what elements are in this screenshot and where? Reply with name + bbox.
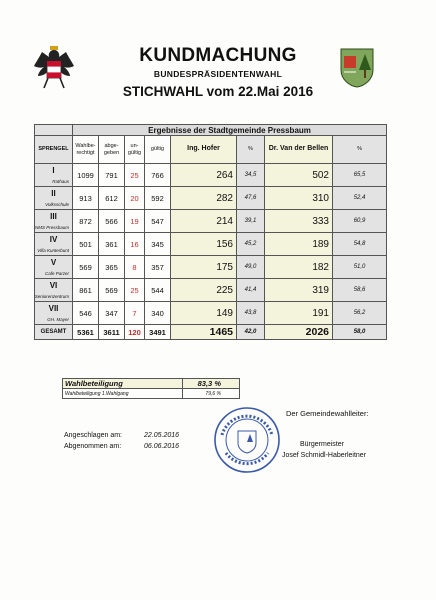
total-ungueltig: 120 bbox=[125, 325, 145, 340]
col-hofer: Ing. Hofer bbox=[171, 136, 237, 164]
turnout-table bbox=[62, 378, 240, 399]
table-row bbox=[35, 302, 387, 325]
total-gueltig: 3491 bbox=[145, 325, 171, 340]
sprengel-number: V bbox=[50, 258, 57, 267]
sprengel-number: II bbox=[51, 189, 56, 198]
cell-abgegeben: 612 bbox=[99, 187, 125, 210]
table-corner bbox=[35, 125, 73, 136]
cell-berechtigt: 501 bbox=[73, 233, 99, 256]
col-ungueltig: un-gültig bbox=[125, 136, 145, 164]
total-vdb: 2026 bbox=[265, 325, 333, 340]
cell-hofer-pct: 34,5 bbox=[237, 164, 265, 187]
cell-hofer: 156 bbox=[171, 233, 237, 256]
sprengel-number: VII bbox=[48, 304, 59, 313]
cell-ungueltig: 20 bbox=[125, 187, 145, 210]
table-row bbox=[35, 164, 387, 187]
cell-abgegeben: 566 bbox=[99, 210, 125, 233]
sprengel-number: VI bbox=[49, 281, 58, 290]
cell-vdb: 191 bbox=[265, 302, 333, 325]
sprengel-name: Rathaus bbox=[52, 179, 69, 184]
cell-ungueltig: 16 bbox=[125, 233, 145, 256]
sprengel-cell bbox=[35, 279, 73, 302]
cell-berechtigt: 861 bbox=[73, 279, 99, 302]
turnout-first-value: 79,6 % bbox=[183, 389, 240, 399]
col-vdb-pct: % bbox=[333, 136, 387, 164]
cell-berechtigt: 569 bbox=[73, 256, 99, 279]
removed-label: Abgenommen am: bbox=[64, 443, 122, 450]
total-hofer: 1465 bbox=[171, 325, 237, 340]
col-abgegeben: abge-geben bbox=[99, 136, 125, 164]
total-vdb-pct: 58,0 bbox=[333, 325, 387, 340]
total-berechtigt: 5361 bbox=[73, 325, 99, 340]
cell-vdb: 333 bbox=[265, 210, 333, 233]
col-vdb: Dr. Van der Bellen bbox=[265, 136, 333, 164]
col-wahlberechtigt: Wahlbe-rechtigt bbox=[73, 136, 99, 164]
cell-hofer-pct: 45,2 bbox=[237, 233, 265, 256]
sprengel-name: Cafe Parzer bbox=[44, 271, 69, 276]
table-row bbox=[35, 256, 387, 279]
sprengel-number: IV bbox=[49, 235, 58, 244]
sprengel-cell bbox=[35, 210, 73, 233]
table-row bbox=[35, 233, 387, 256]
table-row bbox=[35, 279, 387, 302]
sprengel-cell bbox=[35, 302, 73, 325]
posted-line bbox=[64, 432, 179, 439]
turnout-label: Wahlbeteiligung bbox=[63, 379, 183, 389]
sprengel-name: Villa Kunterbunt bbox=[37, 248, 69, 253]
cell-gueltig: 345 bbox=[145, 233, 171, 256]
cell-hofer-pct: 43,8 bbox=[237, 302, 265, 325]
cell-abgegeben: 569 bbox=[99, 279, 125, 302]
cell-ungueltig: 25 bbox=[125, 279, 145, 302]
cell-vdb: 182 bbox=[265, 256, 333, 279]
sprengel-name: Seniorenzentrum bbox=[34, 294, 69, 299]
cell-vdb-pct: 52,4 bbox=[333, 187, 387, 210]
sprengel-name: GH. Mayer bbox=[47, 317, 69, 322]
total-row bbox=[35, 325, 387, 340]
cell-berechtigt: 1099 bbox=[73, 164, 99, 187]
sprengel-name: NMS Pressbaum bbox=[35, 225, 70, 230]
sprengel-cell bbox=[35, 164, 73, 187]
sprengel-number: I bbox=[52, 166, 55, 175]
cell-hofer-pct: 47,6 bbox=[237, 187, 265, 210]
document-title: KUNDMACHUNG bbox=[139, 45, 297, 66]
cell-ungueltig: 8 bbox=[125, 256, 145, 279]
table-row bbox=[35, 210, 387, 233]
total-label: GESAMT bbox=[35, 325, 73, 340]
turnout-first-label: Wahlbeteiligung 1.Wahlgang bbox=[63, 389, 183, 399]
cell-ungueltig: 19 bbox=[125, 210, 145, 233]
cell-gueltig: 357 bbox=[145, 256, 171, 279]
turnout-value: 83,3 % bbox=[183, 379, 240, 389]
cell-hofer-pct: 49,0 bbox=[237, 256, 265, 279]
cell-vdb-pct: 54,8 bbox=[333, 233, 387, 256]
signer-role: Bürgermeister bbox=[300, 441, 344, 448]
cell-vdb-pct: 65,5 bbox=[333, 164, 387, 187]
removed-date: 06.06.2016 bbox=[144, 443, 180, 450]
cell-berechtigt: 872 bbox=[73, 210, 99, 233]
municipal-stamp-icon bbox=[212, 405, 282, 475]
cell-hofer: 149 bbox=[171, 302, 237, 325]
cell-abgegeben: 347 bbox=[99, 302, 125, 325]
cell-hofer: 282 bbox=[171, 187, 237, 210]
col-hofer-pct: % bbox=[237, 136, 265, 164]
posted-label: Angeschlagen am: bbox=[64, 432, 122, 439]
cell-gueltig: 544 bbox=[145, 279, 171, 302]
authority-label: Der Gemeindewahlleiter: bbox=[286, 409, 369, 418]
cell-gueltig: 592 bbox=[145, 187, 171, 210]
col-sprengel: SPRENGEL bbox=[35, 136, 73, 164]
cell-hofer: 264 bbox=[171, 164, 237, 187]
cell-hofer: 225 bbox=[171, 279, 237, 302]
election-name: BUNDESPRÄSIDENTENWAHL bbox=[153, 69, 283, 79]
cell-vdb: 319 bbox=[265, 279, 333, 302]
table-row bbox=[35, 187, 387, 210]
runoff-date: STICHWAHL vom 22.Mai 2016 bbox=[122, 84, 314, 99]
table-caption: Ergebnisse der Stadtgemeinde Pressbaum bbox=[73, 125, 387, 136]
cell-hofer: 175 bbox=[171, 256, 237, 279]
cell-abgegeben: 365 bbox=[99, 256, 125, 279]
removed-line bbox=[64, 443, 179, 450]
cell-hofer-pct: 41,4 bbox=[237, 279, 265, 302]
cell-ungueltig: 7 bbox=[125, 302, 145, 325]
cell-gueltig: 766 bbox=[145, 164, 171, 187]
cell-abgegeben: 361 bbox=[99, 233, 125, 256]
total-hofer-pct: 42,0 bbox=[237, 325, 265, 340]
cell-vdb-pct: 58,6 bbox=[333, 279, 387, 302]
cell-ungueltig: 25 bbox=[125, 164, 145, 187]
cell-gueltig: 340 bbox=[145, 302, 171, 325]
cell-hofer: 214 bbox=[171, 210, 237, 233]
sprengel-cell bbox=[35, 256, 73, 279]
cell-gueltig: 547 bbox=[145, 210, 171, 233]
results-table bbox=[34, 124, 387, 340]
cell-vdb: 310 bbox=[265, 187, 333, 210]
sprengel-name: Volksschule bbox=[45, 202, 69, 207]
cell-vdb: 189 bbox=[265, 233, 333, 256]
total-abgegeben: 3611 bbox=[99, 325, 125, 340]
cell-vdb-pct: 60,9 bbox=[333, 210, 387, 233]
cell-vdb-pct: 56,2 bbox=[333, 302, 387, 325]
cell-vdb: 502 bbox=[265, 164, 333, 187]
cell-berechtigt: 913 bbox=[73, 187, 99, 210]
sprengel-number: III bbox=[50, 212, 57, 221]
signer-name: Josef Schmidl-Haberleitner bbox=[282, 452, 367, 459]
col-gueltig: gültig bbox=[145, 136, 171, 164]
cell-abgegeben: 791 bbox=[99, 164, 125, 187]
posted-date: 22.05.2016 bbox=[144, 432, 180, 439]
cell-hofer-pct: 39,1 bbox=[237, 210, 265, 233]
sprengel-cell bbox=[35, 187, 73, 210]
cell-berechtigt: 546 bbox=[73, 302, 99, 325]
cell-vdb-pct: 51,0 bbox=[333, 256, 387, 279]
sprengel-cell bbox=[35, 233, 73, 256]
